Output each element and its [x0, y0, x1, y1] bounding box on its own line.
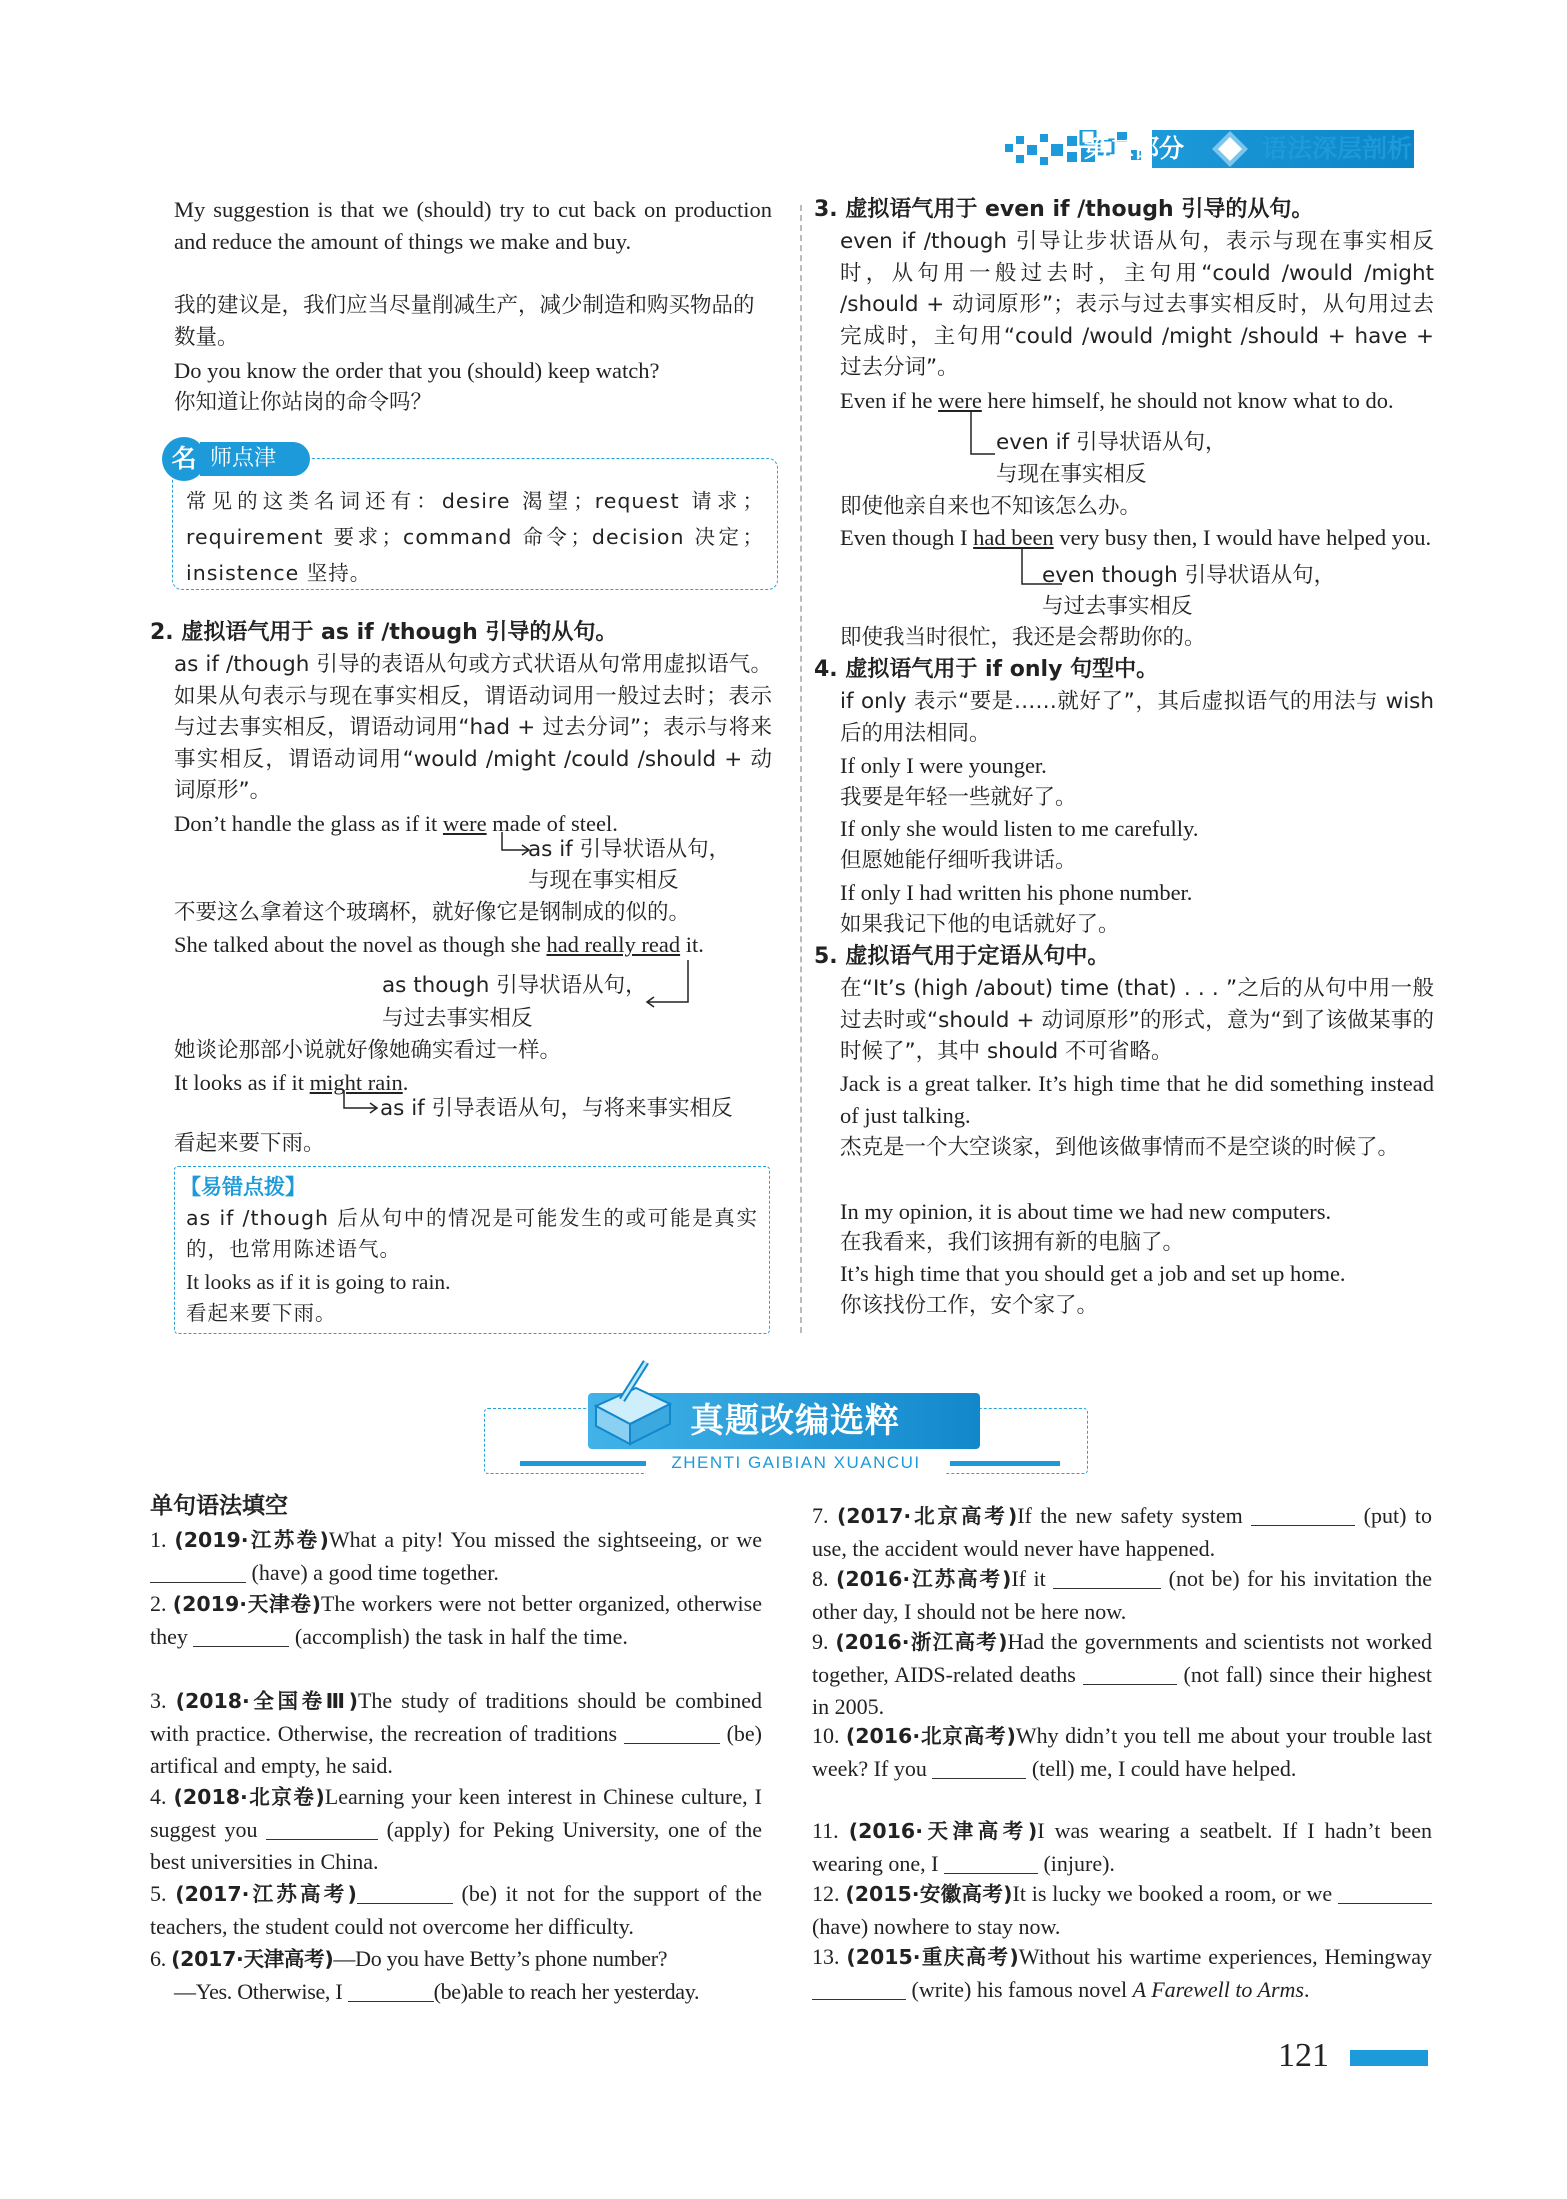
example-1: Don’t handle the glass as if it were made of steel. — [174, 811, 618, 836]
question-11: 11. (2016·天津高考)I was wearing a seatbelt. If I hadn’t been wearing one, I (injure). — [812, 1818, 1432, 1876]
question-8: 8. (2016·江苏高考)If it (not be) for his invitation the other day, I should not be here now. — [812, 1566, 1432, 1624]
answer-blank[interactable] — [1083, 1665, 1177, 1685]
example-3-cn: 看起来要下雨。 — [174, 1131, 325, 1156]
answer-blank[interactable] — [193, 1627, 289, 1647]
example-5: Even though I had been very busy then, I would have helped you. — [840, 525, 1432, 550]
header-title: 语法深层剖析 — [1262, 134, 1413, 163]
question-2: 2. (2019·天津卷)The workers were not better organized, otherwise they (accomplish) the task in half the time. — [150, 1591, 762, 1649]
column-divider — [800, 205, 802, 1333]
arrow-icon — [640, 958, 696, 1010]
question-6: 6. (2017·天津高考)—Do you have Betty’s phone number? —Yes. Otherwise, I (be)able to reach her yesterday. — [150, 1946, 700, 2004]
question-7: 7. (2017·北京高考)If the new safety system (put) to use, the accident would never have happened. — [812, 1503, 1432, 1561]
header-part-label: 第二部分 — [1084, 134, 1185, 163]
question-4: 4. (2018·北京卷)Learning your keen interest in Chinese culture, I suggest you (apply) for Peking University, one of the best universities in China. — [150, 1784, 762, 1874]
intro-en-1: My suggestion is that we (should) try to cut back on production and reduce the amount of things we make and buy. — [174, 197, 772, 254]
answer-blank[interactable] — [932, 1759, 1026, 1779]
exercise-heading: 单句语法填空 — [150, 1493, 288, 1519]
example-1-cn: 不要这么拿着这个玻璃杯，就好像它是钢制成的似的。 — [174, 900, 691, 925]
answer-blank[interactable] — [266, 1820, 378, 1840]
error-tip-text: as if /though 后从句中的情况是可能发生的或可能是真实的，也常用陈述语气。 — [186, 1206, 758, 1261]
section-2-text: as if /though 引导的表语从句或方式状语从句常用虚拟语气。如果从句表示与现在事实相反，谓语动词用一般过去时；表示与过去事实相反，谓语动词用“had + 过去分词”；表示与将来事实相反，谓语动词用“would /might /could /should + 动词原形”。 — [174, 652, 772, 803]
example-5-note-2: 与过去事实相反 — [1042, 594, 1193, 619]
teacher-tip-title: 师点津 — [200, 442, 310, 476]
example-2-note-2: 与过去事实相反 — [382, 1006, 533, 1031]
answer-blank[interactable] — [357, 1884, 453, 1904]
page-number-bar — [1350, 2050, 1428, 2066]
example-3: It looks as if it might rain. — [174, 1070, 409, 1095]
example-1-note-1: as if 引导状语从句， — [528, 837, 731, 862]
example-3-note: as if 引导表语从句，与将来事实相反 — [380, 1096, 733, 1121]
question-13: 13. (2015·重庆高考)Without his wartime experiences, Hemingway (write) his famous novel A Farewell to Arms. — [812, 1944, 1432, 2002]
banner-title: 真题改编选粹 — [690, 1401, 900, 1441]
intro-cn-2: 你知道让你站岗的命令吗？ — [174, 390, 433, 415]
arrow-icon — [336, 1090, 382, 1120]
error-tip-cn: 看起来要下雨。 — [186, 1301, 337, 1325]
answer-blank[interactable] — [1053, 1569, 1161, 1589]
if-only-example-2: If only she would listen to me carefully. — [840, 816, 1199, 841]
pencil-box-icon — [590, 1358, 676, 1446]
example-2-cn: 她谈论那部小说就好像她确实看过一样。 — [174, 1038, 562, 1063]
question-12: 12. (2015·安徽高考)It is lucky we booked a room, or we (have) nowhere to stay now. — [812, 1878, 1432, 1943]
banner-subtitle: ZHENTI GAIBIAN XUANCUI — [646, 1450, 946, 1476]
question-9: 9. (2016·浙江高考)Had the governments and scientists not worked together, AIDS-related deaths (not fall) since their highest in 2005. — [812, 1629, 1432, 1719]
header-diamond-icon — [1212, 131, 1248, 167]
if-only-example-3: If only I had written his phone number. — [840, 880, 1193, 905]
section-5-en-3: It’s high time that you should get a job and set up home. — [840, 1261, 1346, 1286]
example-1-note-2: 与现在事实相反 — [528, 868, 679, 893]
section-2-heading: 2. 虚拟语气用于 as if /though 引导的从句。 — [150, 620, 618, 645]
example-5-note-1: even though 引导状语从句， — [1042, 563, 1336, 588]
section-5-en-1: Jack is a great talker. It’s high time that he did something instead of just talking. — [840, 1071, 1434, 1128]
section-5-cn-1: 杰克是一个大空谈家，到他该做事情而不是空谈的时候了。 — [840, 1135, 1400, 1160]
answer-blank[interactable] — [150, 1563, 246, 1583]
answer-blank[interactable] — [624, 1724, 720, 1744]
section-4-text: if only 表示“要是……就好了”，其后虚拟语气的用法与 wish 后的用法相同。 — [840, 689, 1434, 746]
section-5-cn-3: 你该找份工作，安个家了。 — [840, 1293, 1099, 1318]
if-only-cn-2: 但愿她能仔细听我讲话。 — [840, 848, 1077, 873]
if-only-cn-1: 我要是年轻一些就好了。 — [840, 785, 1077, 810]
answer-blank[interactable] — [348, 1982, 434, 2002]
section-5-cn-2: 在我看来，我们该拥有新的电脑了。 — [840, 1230, 1185, 1255]
example-5-cn: 即使我当时很忙，我还是会帮助你的。 — [840, 625, 1206, 650]
example-4-note-1: even if 引导状语从句， — [996, 430, 1227, 455]
question-1: 1. (2019·江苏卷)What a pity! You missed the sightseeing, or we (have) a good time together. — [150, 1527, 762, 1585]
answer-blank[interactable] — [1338, 1884, 1432, 1904]
question-3: 3. (2018·全国卷Ⅲ)The study of traditions should be combined with practice. Otherwise, the recreation of traditions (be) artifical and empty, he said. — [150, 1688, 762, 1778]
section-4-heading: 4. 虚拟语气用于 if only 句型中。 — [814, 657, 1159, 682]
section-5-text: 在“It’s (high /about) time (that) . . . ”之后的从句中用一般过去时或“should + 动词原形”的形式，意为“到了该做某事的时候了”，其中 should 不可省略。 — [840, 976, 1434, 1064]
section-3-text: even if /though 引导让步状语从句，表示与现在事实相反时，从句用一般过去时，主句用“could /would /might /should + 动词原形”；表示与过去事实相反时，从句用过去完成时，主句用“could /would /might /should + have + 过去分词”。 — [840, 229, 1434, 380]
answer-blank[interactable] — [812, 1980, 906, 2000]
intro-en-2: Do you know the order that you (should) keep watch? — [174, 358, 660, 383]
answer-blank[interactable] — [944, 1854, 1038, 1874]
example-2-note-1: as though 引导状语从句， — [382, 973, 647, 998]
answer-blank[interactable] — [1251, 1506, 1355, 1526]
example-4: Even if he were here himself, he should not know what to do. — [840, 388, 1394, 413]
error-tip-en: It looks as if it is going to rain. — [186, 1270, 451, 1294]
section-5-heading: 5. 虚拟语气用于定语从句中。 — [814, 944, 1110, 969]
if-only-cn-3: 如果我记下他的电话就好了。 — [840, 912, 1120, 937]
example-4-cn: 即使他亲自来也不知该怎么办。 — [840, 494, 1142, 519]
error-tip-title: 【易错点拨】 — [180, 1175, 306, 1199]
section-3-heading: 3. 虚拟语气用于 even if /though 引导的从句。 — [814, 197, 1314, 222]
section-5-en-2: In my opinion, it is about time we had new computers. — [840, 1199, 1332, 1224]
page-number: 121 — [1278, 2037, 1329, 2074]
intro-cn-1: 我的建议是，我们应当尽量削减生产，减少制造和购买物品的数量。 — [174, 293, 755, 350]
teacher-tip-text: 常见的这类名词还有：desire 渴望；request 请求；requirement 要求；command 命令；decision 决定；insistence 坚持。 — [186, 489, 764, 585]
question-5: 5. (2017·江苏高考) (be) it not for the support of the teachers, the student could not overcome her difficulty. — [150, 1881, 762, 1939]
if-only-example-1: If only I were younger. — [840, 753, 1047, 778]
example-4-note-2: 与现在事实相反 — [996, 462, 1147, 487]
question-10: 10. (2016·北京高考)Why didn’t you tell me about your trouble last week? If you (tell) me, I could have helped. — [812, 1723, 1432, 1781]
example-2: She talked about the novel as though she had really read it. — [174, 932, 704, 957]
teacher-tip-badge: 名 — [162, 437, 206, 481]
